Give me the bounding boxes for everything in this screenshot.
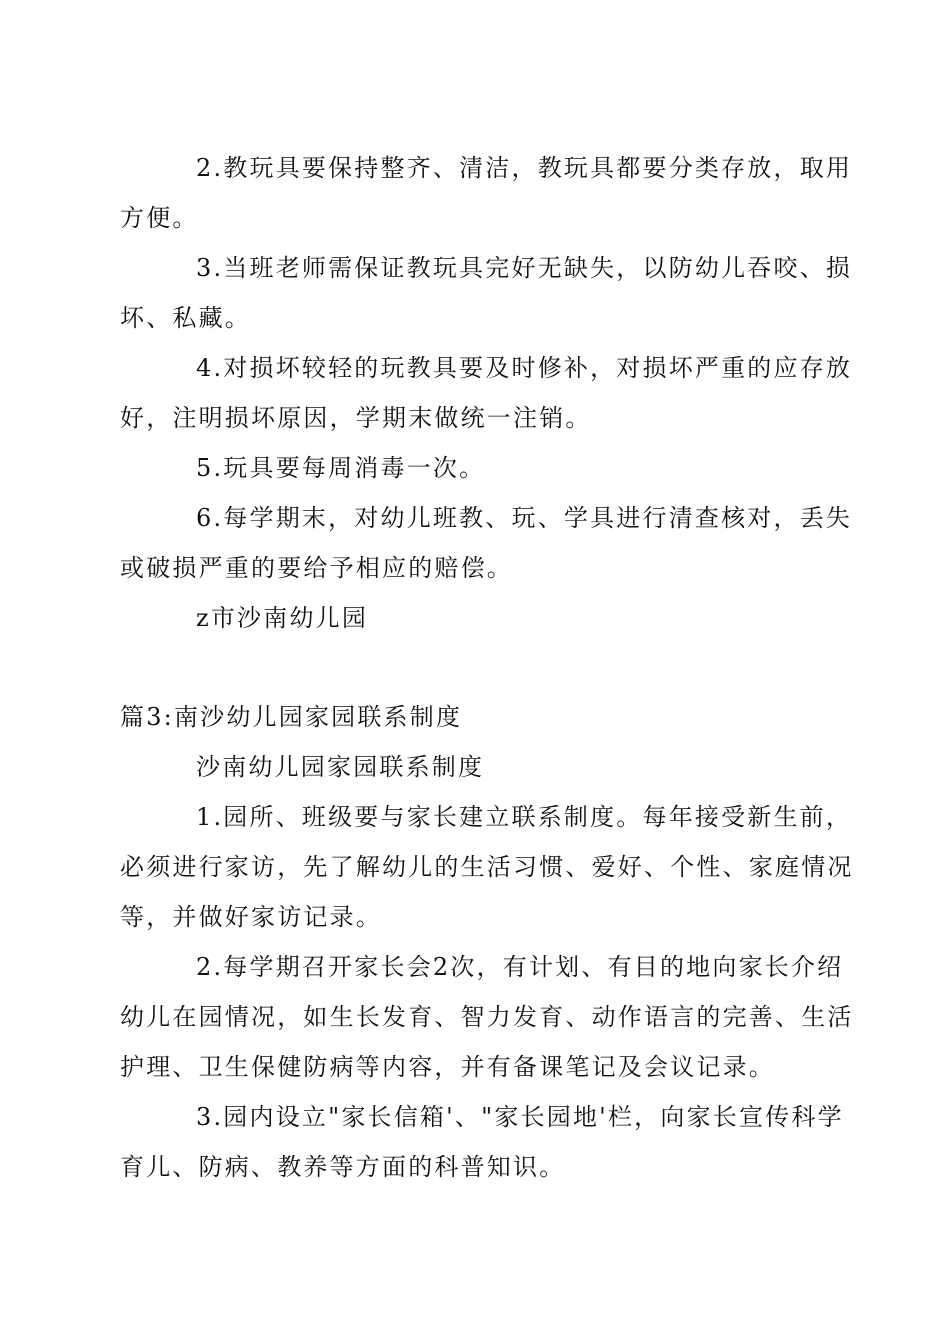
rule-item-6-line-1: 6.每学期末，对幼儿班教、玩、学具进行清查核对，丢失 bbox=[196, 504, 853, 532]
section-heading: 篇3:南沙幼儿园家园联系制度 bbox=[120, 703, 463, 731]
rule-item-3-line-2: 坏、私藏。 bbox=[120, 304, 251, 332]
rule-item-3-line-1: 3.当班老师需保证教玩具完好无缺失，以防幼儿吞咬、损 bbox=[196, 254, 853, 282]
contact-item-1-line-1: 1.园所、班级要与家长建立联系制度。每年接受新生前， bbox=[196, 803, 853, 831]
rule-item-4-line-1: 4.对损坏较轻的玩教具要及时修补，对损坏严重的应存放 bbox=[196, 354, 853, 382]
contact-item-2-line-1: 2.每学期召开家长会2次，有计划、有目的地向家长介绍 bbox=[196, 953, 844, 981]
contact-item-3-line-2: 育儿、防病、教养等方面的科普知识。 bbox=[120, 1153, 566, 1181]
contact-item-2-line-3: 护理、卫生保健防病等内容，并有备课笔记及会议记录。 bbox=[120, 1053, 775, 1081]
rule-item-4-line-2: 好，注明损坏原因，学期末做统一注销。 bbox=[120, 404, 592, 432]
contact-item-3-line-1: 3.园内设立"家长信箱'、"家长园地'栏，向家长宣传科学 bbox=[196, 1103, 844, 1131]
section-subtitle: 沙南幼儿园家园联系制度 bbox=[196, 753, 485, 781]
rule-item-6-line-2: 或破损严重的要给予相应的赔偿。 bbox=[120, 554, 513, 582]
signature-line: z市沙南幼儿园 bbox=[196, 604, 369, 632]
rule-item-2-line-2: 方便。 bbox=[120, 204, 199, 232]
contact-item-1-line-2: 必须进行家访，先了解幼儿的生活习惯、爱好、个性、家庭情况 bbox=[120, 853, 854, 881]
contact-item-2-line-2: 幼儿在园情况，如生长发育、智力发育、动作语言的完善、生活 bbox=[120, 1003, 854, 1031]
rule-item-5-line-1: 5.玩具要每周消毒一次。 bbox=[196, 454, 486, 482]
contact-item-1-line-3: 等，并做好家访记录。 bbox=[120, 903, 382, 931]
rule-item-2-line-1: 2.教玩具要保持整齐、清洁，教玩具都要分类存放，取用 bbox=[196, 154, 853, 182]
